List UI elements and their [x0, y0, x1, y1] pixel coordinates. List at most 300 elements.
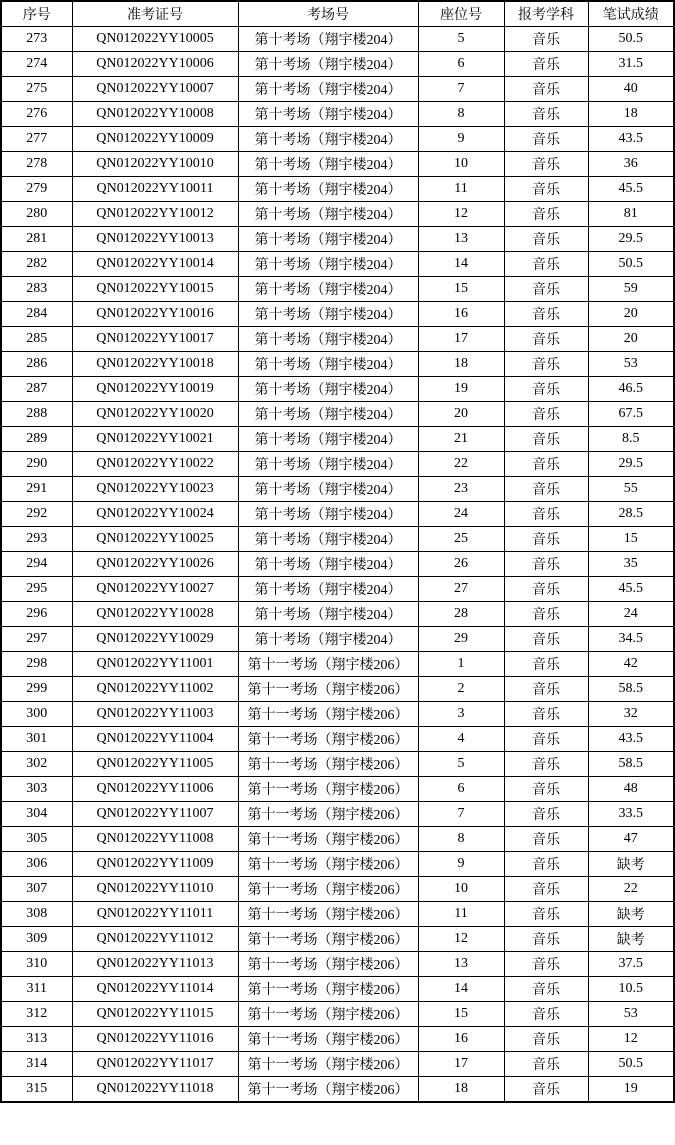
cell-seat-number: 5: [418, 752, 504, 777]
cell-exam-room: 第十考场（翔宇楼204）: [238, 302, 418, 327]
table-row: [1, 902, 674, 927]
cell-serial-number: 302: [1, 752, 72, 777]
cell-subject: 音乐: [504, 502, 588, 527]
cell-written-score: 58.5: [588, 752, 674, 777]
table-row: [1, 302, 674, 327]
table-row: [1, 177, 674, 202]
cell-subject: 音乐: [504, 52, 588, 77]
cell-subject: 音乐: [504, 27, 588, 52]
cell-exam-room: 第十一考场（翔宇楼206）: [238, 1052, 418, 1077]
cell-admission-ticket-number: QN012022YY11006: [72, 777, 238, 802]
cell-seat-number: 14: [418, 977, 504, 1002]
cell-written-score: 缺考: [588, 902, 674, 927]
cell-written-score: 50.5: [588, 252, 674, 277]
table-row: [1, 77, 674, 102]
cell-exam-room: 第十考场（翔宇楼204）: [238, 127, 418, 152]
cell-exam-room: 第十一考场（翔宇楼206）: [238, 952, 418, 977]
cell-exam-room: 第十考场（翔宇楼204）: [238, 202, 418, 227]
table-row: [1, 802, 674, 827]
cell-admission-ticket-number: QN012022YY10006: [72, 52, 238, 77]
cell-subject: 音乐: [504, 452, 588, 477]
cell-subject: 音乐: [504, 277, 588, 302]
cell-admission-ticket-number: QN012022YY11002: [72, 677, 238, 702]
cell-written-score: 18: [588, 102, 674, 127]
cell-serial-number: 288: [1, 402, 72, 427]
cell-admission-ticket-number: QN012022YY10029: [72, 627, 238, 652]
cell-serial-number: 307: [1, 877, 72, 902]
cell-serial-number: 290: [1, 452, 72, 477]
cell-seat-number: 6: [418, 52, 504, 77]
cell-admission-ticket-number: QN012022YY11007: [72, 802, 238, 827]
cell-exam-room: 第十考场（翔宇楼204）: [238, 252, 418, 277]
cell-subject: 音乐: [504, 777, 588, 802]
cell-admission-ticket-number: QN012022YY11003: [72, 702, 238, 727]
cell-seat-number: 7: [418, 802, 504, 827]
table-row: [1, 402, 674, 427]
cell-seat-number: 17: [418, 1052, 504, 1077]
cell-admission-ticket-number: QN012022YY10007: [72, 77, 238, 102]
cell-subject: 音乐: [504, 327, 588, 352]
cell-seat-number: 8: [418, 827, 504, 852]
cell-exam-room: 第十考场（翔宇楼204）: [238, 227, 418, 252]
cell-subject: 音乐: [504, 1027, 588, 1052]
cell-subject: 音乐: [504, 1052, 588, 1077]
table-row: [1, 627, 674, 652]
table-row: [1, 827, 674, 852]
cell-exam-room: 第十考场（翔宇楼204）: [238, 377, 418, 402]
cell-subject: 音乐: [504, 802, 588, 827]
cell-written-score: 50.5: [588, 27, 674, 52]
cell-written-score: 24: [588, 602, 674, 627]
table-row: [1, 1077, 674, 1103]
cell-written-score: 53: [588, 1002, 674, 1027]
cell-subject: 音乐: [504, 527, 588, 552]
cell-written-score: 58.5: [588, 677, 674, 702]
cell-exam-room: 第十一考场（翔宇楼206）: [238, 902, 418, 927]
cell-subject: 音乐: [504, 252, 588, 277]
cell-exam-room: 第十一考场（翔宇楼206）: [238, 702, 418, 727]
cell-admission-ticket-number: QN012022YY11004: [72, 727, 238, 752]
table-row: [1, 927, 674, 952]
cell-subject: 音乐: [504, 727, 588, 752]
cell-serial-number: 297: [1, 627, 72, 652]
cell-written-score: 46.5: [588, 377, 674, 402]
cell-exam-room: 第十一考场（翔宇楼206）: [238, 1002, 418, 1027]
table-row: [1, 977, 674, 1002]
cell-written-score: 34.5: [588, 627, 674, 652]
cell-serial-number: 292: [1, 502, 72, 527]
cell-exam-room: 第十考场（翔宇楼204）: [238, 152, 418, 177]
table-row: [1, 277, 674, 302]
cell-subject: 音乐: [504, 827, 588, 852]
cell-serial-number: 306: [1, 852, 72, 877]
cell-admission-ticket-number: QN012022YY10023: [72, 477, 238, 502]
cell-seat-number: 3: [418, 702, 504, 727]
cell-seat-number: 19: [418, 377, 504, 402]
table-row: [1, 877, 674, 902]
cell-serial-number: 298: [1, 652, 72, 677]
cell-exam-room: 第十考场（翔宇楼204）: [238, 577, 418, 602]
cell-serial-number: 313: [1, 1027, 72, 1052]
cell-seat-number: 2: [418, 677, 504, 702]
cell-serial-number: 276: [1, 102, 72, 127]
cell-serial-number: 274: [1, 52, 72, 77]
table-row: [1, 952, 674, 977]
cell-seat-number: 4: [418, 727, 504, 752]
cell-admission-ticket-number: QN012022YY10009: [72, 127, 238, 152]
cell-written-score: 53: [588, 352, 674, 377]
table-row: [1, 377, 674, 402]
cell-serial-number: 312: [1, 1002, 72, 1027]
cell-subject: 音乐: [504, 552, 588, 577]
header-subject: 报考学科: [504, 1, 588, 27]
table-row: [1, 602, 674, 627]
cell-exam-room: 第十一考场（翔宇楼206）: [238, 852, 418, 877]
cell-admission-ticket-number: QN012022YY10027: [72, 577, 238, 602]
cell-admission-ticket-number: QN012022YY11005: [72, 752, 238, 777]
cell-subject: 音乐: [504, 752, 588, 777]
cell-seat-number: 12: [418, 927, 504, 952]
cell-written-score: 20: [588, 302, 674, 327]
cell-serial-number: 281: [1, 227, 72, 252]
table-row: [1, 352, 674, 377]
cell-serial-number: 315: [1, 1077, 72, 1103]
cell-subject: 音乐: [504, 977, 588, 1002]
cell-written-score: 10.5: [588, 977, 674, 1002]
header-row: [1, 1, 674, 27]
cell-exam-room: 第十一考场（翔宇楼206）: [238, 777, 418, 802]
cell-admission-ticket-number: QN012022YY10026: [72, 552, 238, 577]
cell-exam-room: 第十考场（翔宇楼204）: [238, 327, 418, 352]
cell-admission-ticket-number: QN012022YY10021: [72, 427, 238, 452]
cell-written-score: 31.5: [588, 52, 674, 77]
table-row: [1, 502, 674, 527]
cell-exam-room: 第十考场（翔宇楼204）: [238, 177, 418, 202]
cell-exam-room: 第十一考场（翔宇楼206）: [238, 1077, 418, 1103]
table-row: [1, 227, 674, 252]
cell-exam-room: 第十一考场（翔宇楼206）: [238, 802, 418, 827]
cell-seat-number: 10: [418, 152, 504, 177]
cell-admission-ticket-number: QN012022YY10013: [72, 227, 238, 252]
cell-seat-number: 18: [418, 352, 504, 377]
cell-subject: 音乐: [504, 852, 588, 877]
cell-serial-number: 299: [1, 677, 72, 702]
cell-serial-number: 295: [1, 577, 72, 602]
table-row: [1, 477, 674, 502]
cell-seat-number: 18: [418, 1077, 504, 1103]
cell-written-score: 32: [588, 702, 674, 727]
table-row: [1, 202, 674, 227]
cell-written-score: 43.5: [588, 127, 674, 152]
cell-written-score: 36: [588, 152, 674, 177]
cell-serial-number: 293: [1, 527, 72, 552]
cell-exam-room: 第十考场（翔宇楼204）: [238, 527, 418, 552]
cell-subject: 音乐: [504, 1002, 588, 1027]
cell-serial-number: 294: [1, 552, 72, 577]
cell-serial-number: 287: [1, 377, 72, 402]
cell-exam-room: 第十考场（翔宇楼204）: [238, 52, 418, 77]
header-admission-ticket-number: 准考证号: [72, 1, 238, 27]
cell-written-score: 48: [588, 777, 674, 802]
cell-subject: 音乐: [504, 1077, 588, 1103]
cell-exam-room: 第十考场（翔宇楼204）: [238, 277, 418, 302]
table-row: [1, 527, 674, 552]
cell-seat-number: 7: [418, 77, 504, 102]
cell-written-score: 37.5: [588, 952, 674, 977]
header-seat-number: 座位号: [418, 1, 504, 27]
cell-written-score: 59: [588, 277, 674, 302]
cell-admission-ticket-number: QN012022YY11016: [72, 1027, 238, 1052]
cell-exam-room: 第十考场（翔宇楼204）: [238, 502, 418, 527]
cell-seat-number: 8: [418, 102, 504, 127]
cell-seat-number: 15: [418, 277, 504, 302]
table-row: [1, 652, 674, 677]
cell-admission-ticket-number: QN012022YY10025: [72, 527, 238, 552]
table-row: [1, 702, 674, 727]
header-exam-room: 考场号: [238, 1, 418, 27]
cell-seat-number: 15: [418, 1002, 504, 1027]
cell-written-score: 50.5: [588, 1052, 674, 1077]
cell-exam-room: 第十考场（翔宇楼204）: [238, 102, 418, 127]
cell-exam-room: 第十考场（翔宇楼204）: [238, 77, 418, 102]
table-row: [1, 677, 674, 702]
cell-subject: 音乐: [504, 402, 588, 427]
table-row: [1, 1027, 674, 1052]
cell-seat-number: 5: [418, 27, 504, 52]
cell-seat-number: 13: [418, 227, 504, 252]
cell-seat-number: 29: [418, 627, 504, 652]
cell-seat-number: 12: [418, 202, 504, 227]
cell-written-score: 35: [588, 552, 674, 577]
cell-admission-ticket-number: QN012022YY10020: [72, 402, 238, 427]
cell-seat-number: 22: [418, 452, 504, 477]
cell-subject: 音乐: [504, 352, 588, 377]
cell-serial-number: 305: [1, 827, 72, 852]
table-row: [1, 777, 674, 802]
cell-serial-number: 279: [1, 177, 72, 202]
table-row: [1, 452, 674, 477]
cell-subject: 音乐: [504, 627, 588, 652]
cell-subject: 音乐: [504, 677, 588, 702]
cell-admission-ticket-number: QN012022YY11013: [72, 952, 238, 977]
cell-seat-number: 1: [418, 652, 504, 677]
cell-admission-ticket-number: QN012022YY10016: [72, 302, 238, 327]
cell-subject: 音乐: [504, 952, 588, 977]
cell-seat-number: 27: [418, 577, 504, 602]
cell-subject: 音乐: [504, 877, 588, 902]
cell-exam-room: 第十考场（翔宇楼204）: [238, 552, 418, 577]
table-row: [1, 577, 674, 602]
cell-written-score: 47: [588, 827, 674, 852]
cell-serial-number: 277: [1, 127, 72, 152]
cell-admission-ticket-number: QN012022YY11015: [72, 1002, 238, 1027]
table-row: [1, 752, 674, 777]
cell-exam-room: 第十考场（翔宇楼204）: [238, 27, 418, 52]
cell-written-score: 33.5: [588, 802, 674, 827]
cell-exam-room: 第十一考场（翔宇楼206）: [238, 827, 418, 852]
cell-serial-number: 300: [1, 702, 72, 727]
cell-seat-number: 21: [418, 427, 504, 452]
cell-exam-room: 第十一考场（翔宇楼206）: [238, 977, 418, 1002]
cell-admission-ticket-number: QN012022YY10005: [72, 27, 238, 52]
cell-exam-room: 第十一考场（翔宇楼206）: [238, 927, 418, 952]
cell-serial-number: 291: [1, 477, 72, 502]
cell-written-score: 29.5: [588, 227, 674, 252]
cell-subject: 音乐: [504, 77, 588, 102]
cell-written-score: 45.5: [588, 577, 674, 602]
cell-exam-room: 第十一考场（翔宇楼206）: [238, 652, 418, 677]
cell-serial-number: 283: [1, 277, 72, 302]
cell-admission-ticket-number: QN012022YY11009: [72, 852, 238, 877]
cell-serial-number: 282: [1, 252, 72, 277]
cell-exam-room: 第十一考场（翔宇楼206）: [238, 727, 418, 752]
cell-subject: 音乐: [504, 577, 588, 602]
table-row: [1, 1002, 674, 1027]
cell-seat-number: 6: [418, 777, 504, 802]
cell-subject: 音乐: [504, 702, 588, 727]
cell-subject: 音乐: [504, 652, 588, 677]
cell-admission-ticket-number: QN012022YY10011: [72, 177, 238, 202]
cell-admission-ticket-number: QN012022YY10017: [72, 327, 238, 352]
cell-written-score: 22: [588, 877, 674, 902]
cell-admission-ticket-number: QN012022YY11011: [72, 902, 238, 927]
cell-seat-number: 24: [418, 502, 504, 527]
cell-seat-number: 11: [418, 902, 504, 927]
cell-exam-room: 第十一考场（翔宇楼206）: [238, 677, 418, 702]
cell-seat-number: 26: [418, 552, 504, 577]
cell-serial-number: 273: [1, 27, 72, 52]
table-row: [1, 102, 674, 127]
cell-admission-ticket-number: QN012022YY11012: [72, 927, 238, 952]
cell-serial-number: 310: [1, 952, 72, 977]
table-row: [1, 1052, 674, 1077]
cell-admission-ticket-number: QN012022YY10012: [72, 202, 238, 227]
cell-subject: 音乐: [504, 427, 588, 452]
cell-subject: 音乐: [504, 152, 588, 177]
cell-seat-number: 14: [418, 252, 504, 277]
cell-written-score: 43.5: [588, 727, 674, 752]
cell-exam-room: 第十一考场（翔宇楼206）: [238, 1027, 418, 1052]
cell-admission-ticket-number: QN012022YY10024: [72, 502, 238, 527]
cell-subject: 音乐: [504, 127, 588, 152]
cell-exam-room: 第十一考场（翔宇楼206）: [238, 877, 418, 902]
cell-written-score: 19: [588, 1077, 674, 1103]
cell-seat-number: 13: [418, 952, 504, 977]
header-serial-number: 序号: [1, 1, 72, 27]
cell-subject: 音乐: [504, 102, 588, 127]
cell-serial-number: 289: [1, 427, 72, 452]
cell-written-score: 缺考: [588, 852, 674, 877]
cell-written-score: 15: [588, 527, 674, 552]
cell-written-score: 缺考: [588, 927, 674, 952]
cell-exam-room: 第十考场（翔宇楼204）: [238, 402, 418, 427]
cell-seat-number: 20: [418, 402, 504, 427]
table-row: [1, 127, 674, 152]
cell-written-score: 12: [588, 1027, 674, 1052]
table-row: [1, 427, 674, 452]
cell-seat-number: 9: [418, 852, 504, 877]
table-row: [1, 727, 674, 752]
cell-subject: 音乐: [504, 902, 588, 927]
cell-written-score: 67.5: [588, 402, 674, 427]
cell-exam-room: 第十考场（翔宇楼204）: [238, 452, 418, 477]
cell-exam-room: 第十考场（翔宇楼204）: [238, 602, 418, 627]
cell-written-score: 45.5: [588, 177, 674, 202]
cell-written-score: 8.5: [588, 427, 674, 452]
table-row: [1, 552, 674, 577]
table-row: [1, 152, 674, 177]
table-body: [1, 27, 674, 1103]
cell-exam-room: 第十考场（翔宇楼204）: [238, 352, 418, 377]
cell-subject: 音乐: [504, 177, 588, 202]
cell-subject: 音乐: [504, 377, 588, 402]
cell-subject: 音乐: [504, 302, 588, 327]
cell-seat-number: 25: [418, 527, 504, 552]
cell-admission-ticket-number: QN012022YY11017: [72, 1052, 238, 1077]
cell-admission-ticket-number: QN012022YY11014: [72, 977, 238, 1002]
cell-serial-number: 275: [1, 77, 72, 102]
cell-subject: 音乐: [504, 227, 588, 252]
cell-serial-number: 304: [1, 802, 72, 827]
cell-admission-ticket-number: QN012022YY11018: [72, 1077, 238, 1103]
cell-exam-room: 第十考场（翔宇楼204）: [238, 427, 418, 452]
cell-serial-number: 308: [1, 902, 72, 927]
cell-admission-ticket-number: QN012022YY11010: [72, 877, 238, 902]
cell-subject: 音乐: [504, 602, 588, 627]
cell-serial-number: 286: [1, 352, 72, 377]
table-row: [1, 852, 674, 877]
cell-seat-number: 10: [418, 877, 504, 902]
cell-exam-room: 第十考场（翔宇楼204）: [238, 627, 418, 652]
cell-serial-number: 311: [1, 977, 72, 1002]
cell-admission-ticket-number: QN012022YY10008: [72, 102, 238, 127]
cell-admission-ticket-number: QN012022YY10018: [72, 352, 238, 377]
table-row: [1, 327, 674, 352]
cell-seat-number: 16: [418, 1027, 504, 1052]
cell-seat-number: 16: [418, 302, 504, 327]
cell-exam-room: 第十考场（翔宇楼204）: [238, 477, 418, 502]
cell-admission-ticket-number: QN012022YY11001: [72, 652, 238, 677]
cell-serial-number: 280: [1, 202, 72, 227]
cell-admission-ticket-number: QN012022YY10028: [72, 602, 238, 627]
cell-admission-ticket-number: QN012022YY10022: [72, 452, 238, 477]
cell-written-score: 55: [588, 477, 674, 502]
cell-serial-number: 309: [1, 927, 72, 952]
header-written-score: 笔试成绩: [588, 1, 674, 27]
cell-seat-number: 11: [418, 177, 504, 202]
cell-admission-ticket-number: QN012022YY10014: [72, 252, 238, 277]
cell-seat-number: 17: [418, 327, 504, 352]
table-row: [1, 52, 674, 77]
cell-exam-room: 第十一考场（翔宇楼206）: [238, 752, 418, 777]
cell-serial-number: 285: [1, 327, 72, 352]
cell-admission-ticket-number: QN012022YY11008: [72, 827, 238, 852]
cell-serial-number: 314: [1, 1052, 72, 1077]
cell-serial-number: 284: [1, 302, 72, 327]
table-row: [1, 27, 674, 52]
cell-seat-number: 28: [418, 602, 504, 627]
cell-subject: 音乐: [504, 477, 588, 502]
cell-written-score: 28.5: [588, 502, 674, 527]
cell-seat-number: 9: [418, 127, 504, 152]
cell-admission-ticket-number: QN012022YY10019: [72, 377, 238, 402]
cell-written-score: 20: [588, 327, 674, 352]
cell-written-score: 81: [588, 202, 674, 227]
cell-written-score: 29.5: [588, 452, 674, 477]
cell-serial-number: 296: [1, 602, 72, 627]
cell-serial-number: 278: [1, 152, 72, 177]
cell-serial-number: 303: [1, 777, 72, 802]
